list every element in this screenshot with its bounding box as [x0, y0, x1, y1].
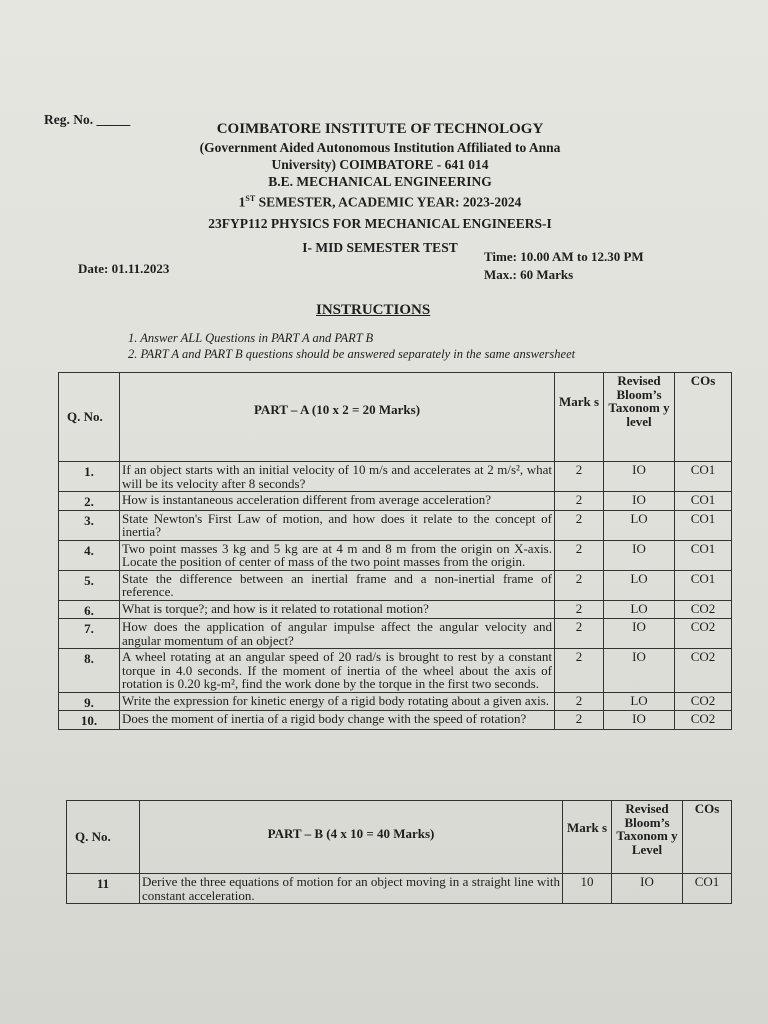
- question-text: Write the expression for kinetic energy of a rigid body rotating about a given axis.: [120, 692, 555, 711]
- marks-cell: 2: [555, 600, 604, 619]
- question-number: 10.: [59, 711, 120, 730]
- table-row: [59, 649, 732, 693]
- marks-cell: 2: [555, 570, 604, 600]
- co-cell: CO2: [675, 619, 732, 649]
- test-name: I- MID SEMESTER TEST: [302, 240, 458, 255]
- question-text: A wheel rotating at an angular speed of 20 rad/s is brought to rest by a constant torque in 4.0 seconds. If the moment of inertia of the wheel about the axis of rotation is 0.20 kg-m², find the work done by the torque in the first two seconds.: [120, 649, 555, 693]
- blooms-level-cell: IO: [604, 619, 675, 649]
- co-cell: CO2: [675, 711, 732, 730]
- col-qno-header: Q. No.: [59, 373, 120, 462]
- instruction-item: 1. Answer ALL Questions in PART A and PART B: [128, 331, 374, 345]
- co-cell: CO1: [675, 492, 732, 511]
- co-cell: CO1: [675, 462, 732, 492]
- semester-superscript: ST: [245, 194, 256, 203]
- co-cell: CO1: [675, 540, 732, 570]
- question-text: Derive the three equations of motion for an object moving in a straight line with constant acceleration.: [140, 874, 563, 904]
- col-cos-header: COs: [683, 801, 732, 874]
- question-text: Does the moment of inertia of a rigid body change with the speed of rotation?: [120, 711, 555, 730]
- part-b-title: PART – B (4 x 10 = 40 Marks): [140, 801, 563, 874]
- table-row: [59, 510, 732, 540]
- question-number: 6.: [59, 600, 120, 619]
- table-row: [59, 711, 732, 730]
- semester-line: [150, 191, 610, 211]
- blooms-level-cell: IO: [604, 462, 675, 492]
- instruction-item: 2. PART A and PART B questions should be answered separately in the same answersheet: [128, 347, 576, 361]
- question-number: 1.: [59, 462, 120, 492]
- co-cell: CO2: [675, 649, 732, 693]
- question-text: Two point masses 3 kg and 5 kg are at 4 m and 8 m from the origin on X-axis. Locate the position of center of mass of the two point masses from the origin.: [120, 540, 555, 570]
- blooms-level-cell: IO: [604, 711, 675, 730]
- semester-number: 1: [238, 194, 246, 210]
- blooms-level-cell: LO: [604, 510, 675, 540]
- question-text: If an object starts with an initial velocity of 10 m/s and accelerates at 2 m/s², what will be its velocity after 8 seconds?: [120, 462, 555, 492]
- co-cell: CO1: [675, 510, 732, 540]
- table-row: [59, 692, 732, 711]
- co-cell: CO2: [675, 600, 732, 619]
- table-header-row: [67, 801, 732, 874]
- col-blooms-header: Revised Bloom’s Taxonom y level: [604, 373, 675, 462]
- table-row: [59, 619, 732, 649]
- question-text: How does the application of angular impulse affect the angular velocity and angular momentum of an object?: [120, 619, 555, 649]
- part-a-table: [58, 372, 732, 730]
- blooms-level-cell: IO: [604, 649, 675, 693]
- course-title: 23FYP112 PHYSICS FOR MECHANICAL ENGINEERS-I: [208, 216, 552, 231]
- exam-date: Date: 01.11.2023: [78, 261, 170, 276]
- affiliation-line-1: (Government Aided Autonomous Institution Affiliated to Anna: [199, 140, 561, 155]
- question-text: State Newton's First Law of motion, and how does it relate to the concept of inertia?: [120, 510, 555, 540]
- institution-name: COIMBATORE INSTITUTE OF TECHNOLOGY: [216, 121, 544, 137]
- marks-cell: 2: [555, 462, 604, 492]
- question-text: State the difference between an inertial frame and a non-inertial frame of reference.: [120, 570, 555, 600]
- question-number: 8.: [59, 649, 120, 693]
- co-cell: CO1: [675, 570, 732, 600]
- table-row: [59, 570, 732, 600]
- col-cos-header: COs: [675, 373, 732, 462]
- blooms-level-cell: LO: [604, 600, 675, 619]
- exam-time: Time: 10.00 AM to 12.30 PM: [484, 249, 644, 264]
- blooms-level-cell: LO: [604, 692, 675, 711]
- part-a-title: PART – A (10 x 2 = 20 Marks): [120, 373, 555, 462]
- table-header-row: [59, 373, 732, 462]
- blooms-level-cell: IO: [604, 492, 675, 511]
- co-cell: CO2: [675, 692, 732, 711]
- col-blooms-header: Revised Bloom’s Taxonom y Level: [612, 801, 683, 874]
- blooms-level-cell: LO: [604, 570, 675, 600]
- programme: B.E. MECHANICAL ENGINEERING: [268, 174, 492, 189]
- table-row: [59, 540, 732, 570]
- part-b-table: [66, 800, 732, 904]
- marks-cell: 10: [563, 874, 612, 904]
- table-row: [59, 600, 732, 619]
- blooms-level-cell: IO: [604, 540, 675, 570]
- question-number: 2.: [59, 492, 120, 511]
- col-marks-header: Mark s: [555, 373, 604, 462]
- semester-text: SEMESTER, ACADEMIC YEAR: 2023-2024: [255, 194, 522, 210]
- question-text: How is instantaneous acceleration different from average acceleration?: [120, 492, 555, 511]
- table-row: [67, 874, 732, 904]
- max-marks: Max.: 60 Marks: [484, 267, 574, 282]
- marks-cell: 2: [555, 619, 604, 649]
- reg-no: Reg. No. _____: [44, 112, 131, 127]
- marks-cell: 2: [555, 711, 604, 730]
- blooms-level-cell: IO: [612, 874, 683, 904]
- co-cell: CO1: [683, 874, 732, 904]
- marks-cell: 2: [555, 540, 604, 570]
- question-number: 5.: [59, 570, 120, 600]
- question-number: 4.: [59, 540, 120, 570]
- question-number: 11: [67, 874, 140, 904]
- instructions-title: INSTRUCTIONS: [316, 302, 431, 318]
- marks-cell: 2: [555, 692, 604, 711]
- table-row: [59, 492, 732, 511]
- table-row: [59, 462, 732, 492]
- col-marks-header: Mark s: [563, 801, 612, 874]
- marks-cell: 2: [555, 649, 604, 693]
- col-qno-header: Q. No.: [67, 801, 140, 874]
- marks-cell: 2: [555, 492, 604, 511]
- question-number: 3.: [59, 510, 120, 540]
- question-number: 9.: [59, 692, 120, 711]
- question-number: 7.: [59, 619, 120, 649]
- affiliation-line-2: University) COIMBATORE - 641 014: [271, 157, 489, 172]
- marks-cell: 2: [555, 510, 604, 540]
- question-text: What is torque?; and how is it related to rotational motion?: [120, 600, 555, 619]
